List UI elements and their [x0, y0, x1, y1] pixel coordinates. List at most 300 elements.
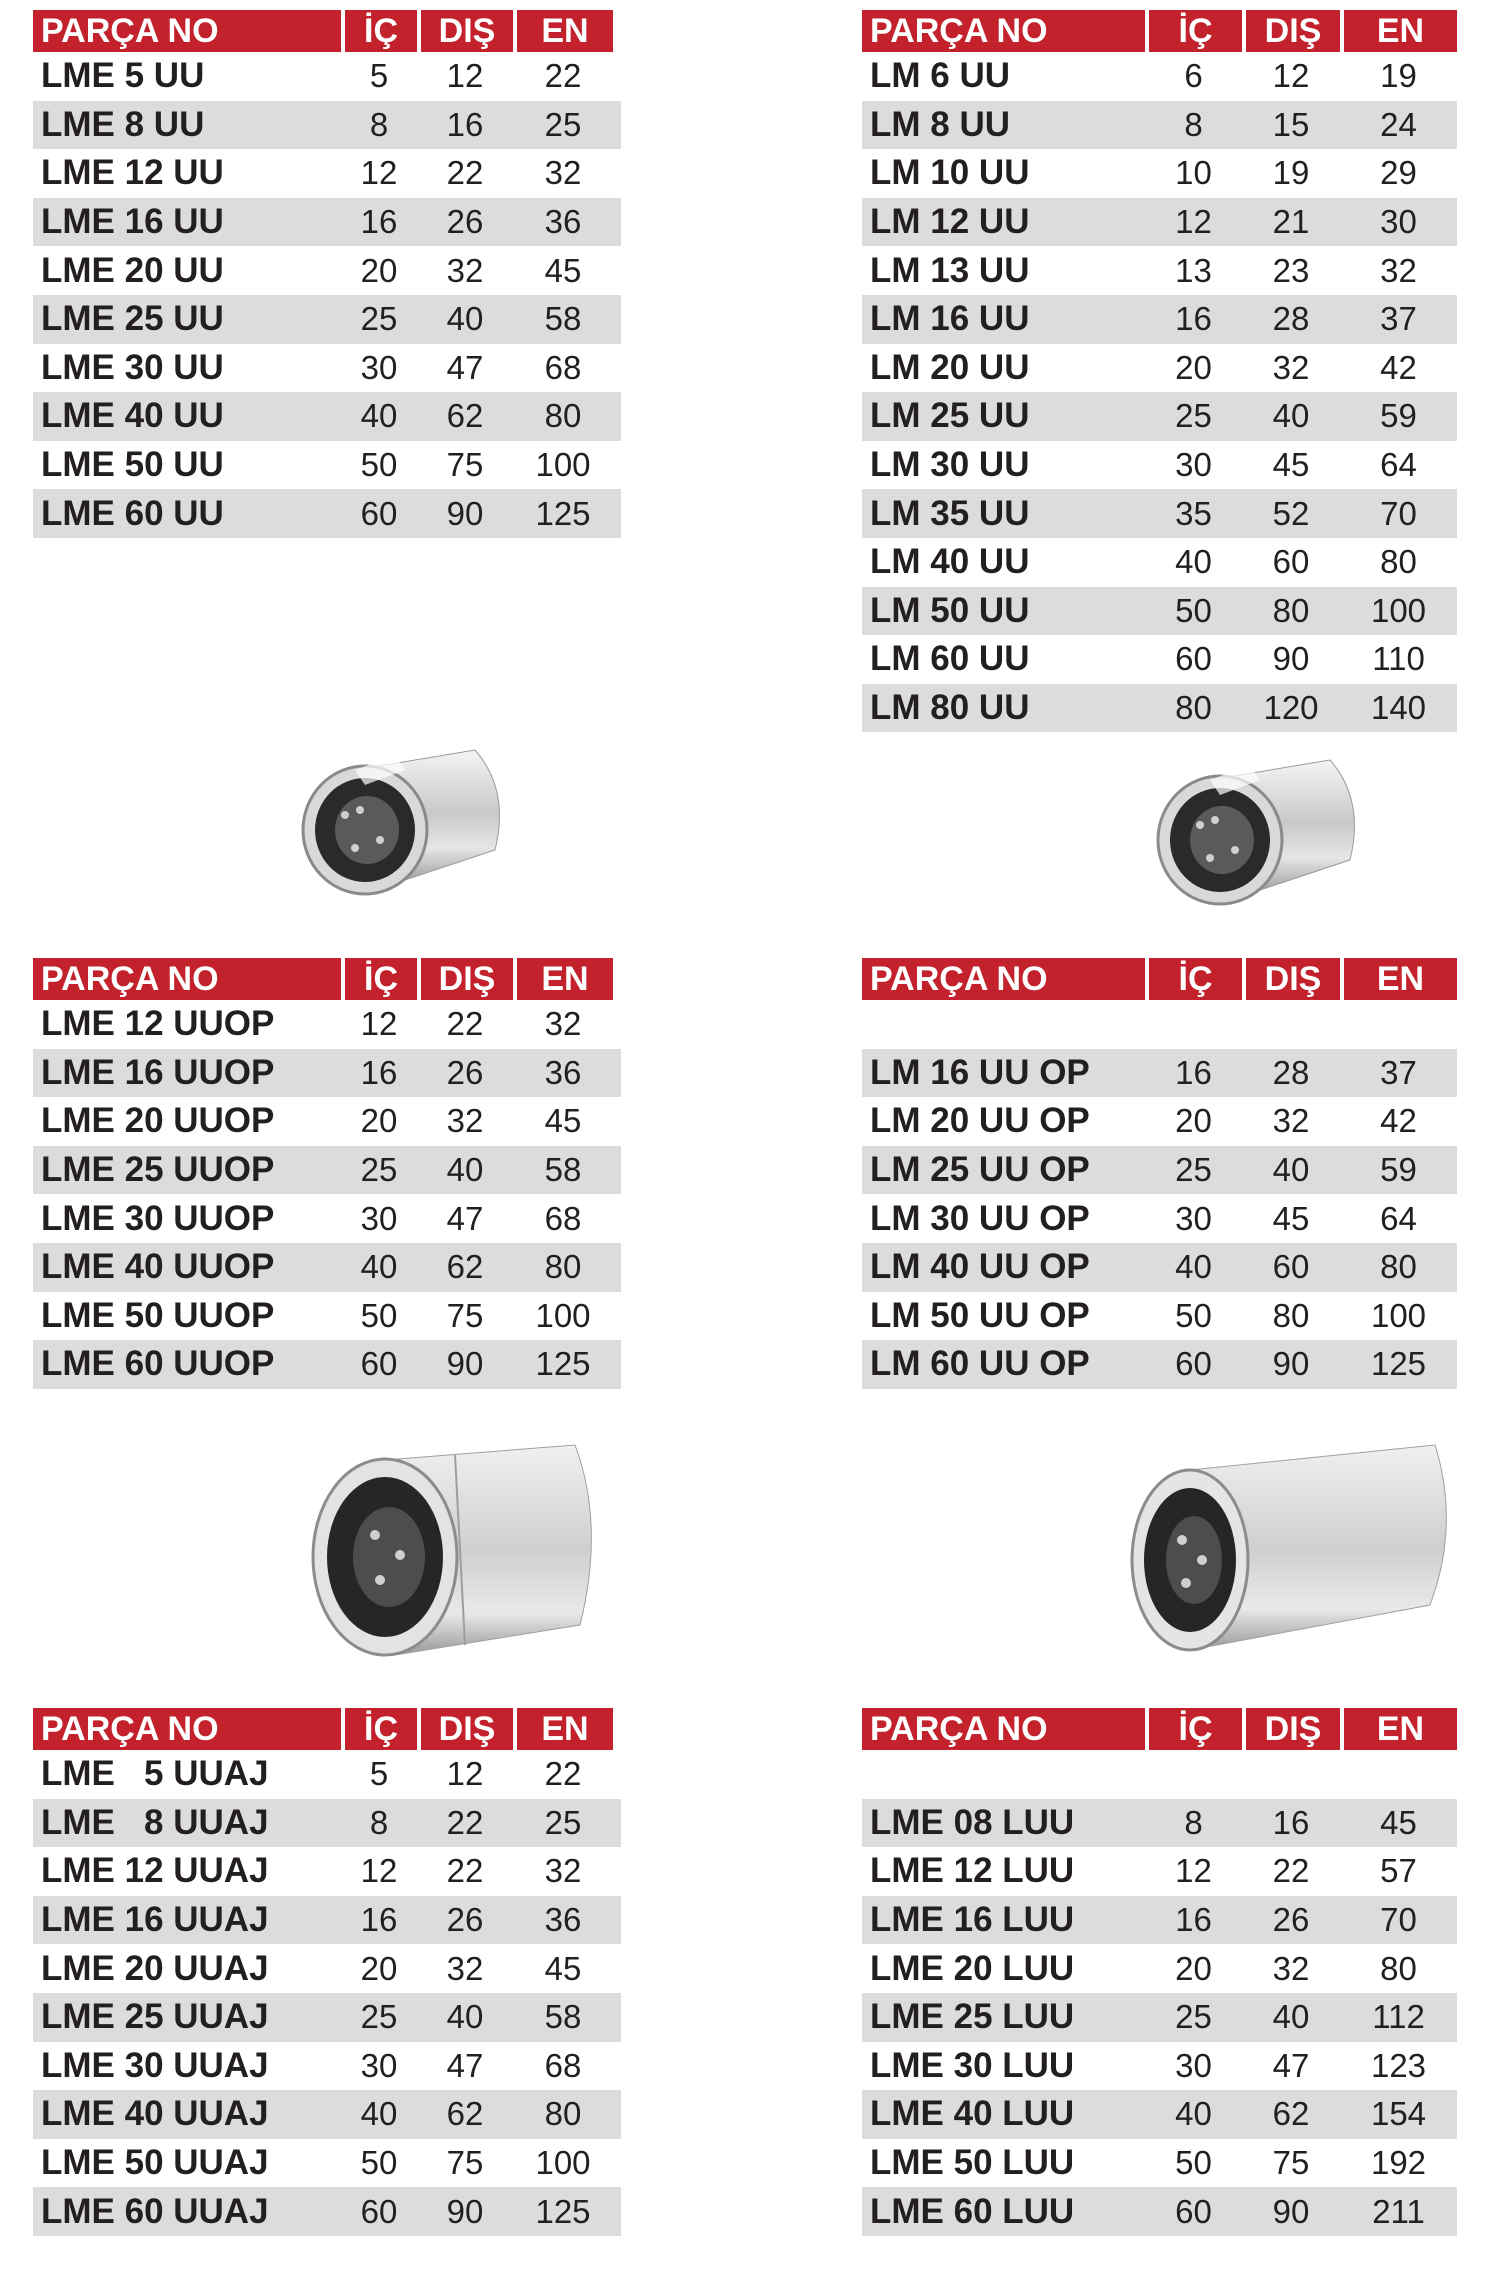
- part-number-cell: LM 20 UU: [870, 347, 1030, 387]
- table-row: [33, 101, 621, 150]
- ic-cell: 6: [1184, 57, 1203, 95]
- table-row: [862, 2187, 1457, 2236]
- table-row: [33, 246, 621, 295]
- ic-cell: 8: [369, 1803, 389, 1841]
- ic-cell: 16: [1175, 1053, 1212, 1091]
- part-number-cell: LME 16 LUU: [870, 1900, 1075, 1940]
- ic-cell: 80: [1175, 689, 1212, 727]
- dis-cell: 90: [446, 1345, 484, 1383]
- ic-cell: 25: [1175, 1998, 1212, 2036]
- table-header: [33, 958, 621, 1000]
- ic-cell: 16: [360, 1901, 398, 1939]
- en-cell: 64: [1380, 446, 1417, 484]
- en-cell: 125: [535, 1345, 591, 1383]
- dis-cell: 47: [1272, 2046, 1310, 2084]
- en-cell: 125: [1370, 1345, 1427, 1383]
- en-cell: 123: [1370, 2046, 1427, 2084]
- table-row: [33, 1000, 621, 1049]
- part-number-cell: LME 20 UU: [41, 250, 224, 290]
- header-ic: İÇ: [341, 1708, 417, 1750]
- header-dis: DIŞ: [1242, 958, 1340, 1000]
- table-lme-uu: [33, 10, 621, 538]
- dis-cell: 75: [1272, 2144, 1310, 2182]
- en-cell: 140: [1370, 689, 1427, 727]
- table-row: [862, 1146, 1457, 1195]
- ic-cell: 60: [1175, 2192, 1212, 2230]
- ic-cell: 60: [360, 1345, 398, 1383]
- dis-cell: 12: [446, 1755, 484, 1793]
- dis-cell: 45: [1272, 446, 1310, 484]
- part-number-cell: LME 30 UU: [41, 347, 224, 387]
- dis-cell: 75: [446, 2144, 484, 2182]
- en-cell: 59: [1380, 397, 1417, 435]
- part-number-cell: LM 13 UU: [870, 250, 1030, 290]
- en-cell: 125: [535, 494, 591, 532]
- ic-cell: 20: [1175, 1949, 1212, 1987]
- ic-cell: 12: [360, 1852, 398, 1890]
- en-cell: 32: [1380, 251, 1417, 289]
- en-cell: 24: [1380, 105, 1417, 143]
- table-row: [862, 344, 1457, 393]
- part-number-cell: LME 12 UUAJ: [41, 1851, 269, 1891]
- table-row: [33, 1750, 621, 1799]
- table-header: [862, 1708, 1457, 1750]
- en-cell: 36: [544, 1901, 582, 1939]
- en-cell: 42: [1380, 1102, 1417, 1140]
- dis-cell: 16: [1272, 1803, 1310, 1841]
- ic-cell: 25: [360, 1151, 398, 1189]
- ic-cell: 13: [1175, 251, 1212, 289]
- en-cell: 100: [1370, 1296, 1427, 1334]
- header-name: PARÇA NO: [33, 1708, 341, 1750]
- en-cell: 80: [544, 1248, 582, 1286]
- table-row: [862, 1799, 1457, 1848]
- part-number-cell: LME 50 UU: [41, 445, 224, 485]
- table-row: [862, 1944, 1457, 1993]
- table-row: [862, 1243, 1457, 1292]
- dis-cell: 40: [1272, 1151, 1310, 1189]
- dis-cell: 120: [1263, 689, 1319, 727]
- en-cell: 32: [544, 1005, 582, 1043]
- table-row: [862, 1097, 1457, 1146]
- table-header: [33, 10, 621, 52]
- dis-cell: 40: [446, 1151, 484, 1189]
- ic-cell: 20: [360, 1949, 398, 1987]
- en-cell: 100: [1370, 591, 1427, 629]
- long-bearing-image: [1120, 1435, 1450, 1675]
- en-cell: 112: [1372, 1998, 1425, 2036]
- ic-cell: 30: [360, 348, 398, 386]
- part-number-cell: LM 80 UU: [870, 688, 1030, 728]
- table-row: [33, 1097, 621, 1146]
- part-number-cell: LM 12 UU: [870, 202, 1030, 242]
- en-cell: 19: [1380, 57, 1417, 95]
- table-row: [33, 344, 621, 393]
- ic-cell: 40: [1175, 1248, 1212, 1286]
- table-row: [33, 441, 621, 490]
- dis-cell: 26: [446, 1053, 484, 1091]
- dis-cell: 22: [446, 1005, 484, 1043]
- table-row: [33, 1944, 621, 1993]
- part-number-cell: LM 16 UU OP: [870, 1052, 1090, 1092]
- dis-cell: 80: [1272, 591, 1310, 629]
- dis-cell: 22: [446, 1852, 484, 1890]
- table-row: [33, 1194, 621, 1243]
- dis-cell: 90: [1272, 2192, 1310, 2230]
- table-row: [33, 1847, 621, 1896]
- ic-cell: 30: [1175, 2046, 1212, 2084]
- en-cell: 45: [544, 251, 582, 289]
- dis-cell: 32: [1272, 1949, 1310, 1987]
- dis-cell: 32: [446, 1102, 484, 1140]
- ic-cell: 60: [1175, 1345, 1212, 1383]
- en-cell: 64: [1380, 1199, 1417, 1237]
- table-row: [862, 2139, 1457, 2188]
- table-header: [862, 10, 1457, 52]
- part-number-cell: LM 40 UU: [870, 542, 1030, 582]
- en-cell: 154: [1370, 2095, 1427, 2133]
- header-en: EN: [1340, 1708, 1457, 1750]
- dis-cell: 62: [446, 2095, 484, 2133]
- dis-cell: 90: [446, 2192, 484, 2230]
- dis-cell: 60: [1272, 1248, 1310, 1286]
- dis-cell: 45: [1272, 1199, 1310, 1237]
- ic-cell: 25: [1175, 1151, 1212, 1189]
- part-number-cell: LM 8 UU: [870, 104, 1010, 144]
- ic-cell: 12: [1175, 1852, 1212, 1890]
- part-number-cell: LME 40 UUAJ: [41, 2094, 269, 2134]
- part-number-cell: LME 16 UUOP: [41, 1052, 275, 1092]
- dis-cell: 32: [446, 1949, 484, 1987]
- part-number-cell: LME 25 LUU: [870, 1997, 1075, 2037]
- en-cell: 80: [1380, 1949, 1417, 1987]
- table-row: [33, 489, 621, 538]
- table-lme-luu: [862, 1708, 1457, 2236]
- dis-cell: 52: [1272, 494, 1310, 532]
- table-row: [862, 101, 1457, 150]
- ic-cell: 30: [360, 2046, 398, 2084]
- part-number-cell: LME 12 LUU: [870, 1851, 1075, 1891]
- en-cell: 80: [1380, 1248, 1417, 1286]
- en-cell: 42: [1380, 348, 1417, 386]
- part-number-cell: LME 8 UUAJ: [41, 1802, 269, 1842]
- dis-cell: 19: [1272, 154, 1310, 192]
- en-cell: 100: [535, 446, 591, 484]
- dis-cell: 26: [446, 1901, 484, 1939]
- part-number-cell: LME 20 LUU: [870, 1948, 1075, 1988]
- part-number-cell: LM 6 UU: [870, 56, 1010, 96]
- dis-cell: 32: [446, 251, 484, 289]
- dis-cell: 32: [1272, 1102, 1310, 1140]
- en-cell: 25: [544, 105, 582, 143]
- ic-cell: 25: [360, 300, 398, 338]
- en-cell: 100: [535, 1296, 591, 1334]
- en-cell: 59: [1380, 1151, 1417, 1189]
- table-row: [862, 2090, 1457, 2139]
- part-number-cell: LME 12 UUOP: [41, 1004, 275, 1044]
- ic-cell: 35: [1175, 494, 1212, 532]
- ic-cell: 50: [360, 1296, 398, 1334]
- ic-cell: 40: [1175, 543, 1212, 581]
- dis-cell: 23: [1272, 251, 1310, 289]
- part-number-cell: LM 30 UU: [870, 445, 1030, 485]
- part-number-cell: LME 50 UUAJ: [41, 2143, 269, 2183]
- table-row: [862, 1750, 1457, 1799]
- ic-cell: 16: [360, 1053, 398, 1091]
- header-ic: İÇ: [341, 10, 417, 52]
- table-row: [862, 1340, 1457, 1389]
- table-row: [862, 1000, 1457, 1049]
- part-number-cell: LME 30 UUOP: [41, 1198, 275, 1238]
- ic-cell: 40: [1175, 2095, 1212, 2133]
- header-dis: DIŞ: [1242, 10, 1340, 52]
- table-row: [862, 441, 1457, 490]
- dis-cell: 15: [1272, 105, 1310, 143]
- ic-cell: 20: [360, 251, 398, 289]
- dis-cell: 90: [446, 494, 484, 532]
- table-row: [862, 246, 1457, 295]
- en-cell: 45: [544, 1102, 582, 1140]
- table-row: [862, 1049, 1457, 1098]
- header-dis: DIŞ: [417, 10, 513, 52]
- header-ic: İÇ: [1145, 958, 1242, 1000]
- table-row: [33, 1340, 621, 1389]
- table-lme-uuop: [33, 958, 621, 1389]
- table-row: [33, 198, 621, 247]
- part-number-cell: LME 30 LUU: [870, 2045, 1075, 2085]
- ic-cell: 8: [1184, 1803, 1203, 1841]
- dis-cell: 62: [446, 1248, 484, 1286]
- en-cell: 192: [1370, 2144, 1427, 2182]
- table-row: [33, 2187, 621, 2236]
- en-cell: 37: [1380, 1053, 1417, 1091]
- en-cell: 70: [1380, 494, 1417, 532]
- dis-cell: 75: [446, 1296, 484, 1334]
- table-row: [33, 1292, 621, 1341]
- ic-cell: 16: [1175, 1901, 1212, 1939]
- dis-cell: 47: [446, 348, 484, 386]
- ic-cell: 12: [360, 1005, 398, 1043]
- ic-cell: 12: [1175, 203, 1212, 241]
- part-number-cell: LME 50 LUU: [870, 2143, 1075, 2183]
- dis-cell: 62: [1272, 2095, 1310, 2133]
- ic-cell: 20: [1175, 348, 1212, 386]
- part-number-cell: LME 60 LUU: [870, 2191, 1075, 2231]
- open-type-bearing-image: [1140, 740, 1380, 940]
- table-row: [862, 489, 1457, 538]
- en-cell: 58: [544, 1151, 582, 1189]
- header-dis: DIŞ: [417, 958, 513, 1000]
- ic-cell: 20: [360, 1102, 398, 1140]
- table-row: [33, 1896, 621, 1945]
- dis-cell: 40: [1272, 397, 1310, 435]
- table-row: [862, 2042, 1457, 2091]
- table-row: [862, 392, 1457, 441]
- table-row: [862, 684, 1457, 733]
- ic-cell: 25: [360, 1998, 398, 2036]
- part-number-cell: LME 40 LUU: [870, 2094, 1075, 2134]
- ic-cell: 30: [360, 1199, 398, 1237]
- dis-cell: 12: [446, 57, 484, 95]
- ic-cell: 60: [1175, 640, 1212, 678]
- ic-cell: 5: [369, 57, 389, 95]
- en-cell: 68: [544, 348, 582, 386]
- en-cell: 37: [1380, 300, 1417, 338]
- table-row: [33, 1049, 621, 1098]
- part-number-cell: LM 60 UU: [870, 639, 1030, 679]
- table-row: [862, 1194, 1457, 1243]
- table-row: [33, 1243, 621, 1292]
- part-number-cell: LME 50 UUOP: [41, 1295, 275, 1335]
- header-name: PARÇA NO: [862, 10, 1145, 52]
- en-cell: 45: [1380, 1803, 1417, 1841]
- table-row: [33, 149, 621, 198]
- en-cell: 68: [544, 2046, 582, 2084]
- table-row: [33, 392, 621, 441]
- part-number-cell: LME 40 UU: [41, 396, 224, 436]
- part-number-cell: LME 60 UUAJ: [41, 2191, 269, 2231]
- part-number-cell: LME 25 UUOP: [41, 1150, 275, 1190]
- header-dis: DIŞ: [1242, 1708, 1340, 1750]
- part-number-cell: LM 10 UU: [870, 153, 1030, 193]
- dis-cell: 16: [446, 105, 484, 143]
- ic-cell: 50: [1175, 2144, 1212, 2182]
- ic-cell: 12: [360, 154, 398, 192]
- part-number-cell: LME 12 UU: [41, 153, 224, 193]
- ic-cell: 8: [1184, 105, 1203, 143]
- table-row: [33, 1146, 621, 1195]
- en-cell: 25: [544, 1803, 582, 1841]
- en-cell: 32: [544, 1852, 582, 1890]
- header-dis: DIŞ: [417, 1708, 513, 1750]
- part-number-cell: LME 08 LUU: [870, 1802, 1075, 1842]
- table-header: [862, 958, 1457, 1000]
- dis-cell: 40: [446, 1998, 484, 2036]
- dis-cell: 80: [1272, 1296, 1310, 1334]
- part-number-cell: LME 5 UU: [41, 56, 205, 96]
- en-cell: 211: [1372, 2192, 1425, 2230]
- ic-cell: 50: [1175, 591, 1212, 629]
- table-row: [33, 1993, 621, 2042]
- header-en: EN: [513, 10, 613, 52]
- en-cell: 80: [544, 2095, 582, 2133]
- dis-cell: 40: [446, 300, 484, 338]
- part-number-cell: LM 60 UU OP: [870, 1344, 1090, 1384]
- table-row: [862, 1993, 1457, 2042]
- part-number-cell: LME 60 UU: [41, 493, 224, 533]
- header-name: PARÇA NO: [862, 1708, 1145, 1750]
- ic-cell: 16: [360, 203, 398, 241]
- part-number-cell: LM 25 UU OP: [870, 1150, 1090, 1190]
- ic-cell: 25: [1175, 397, 1212, 435]
- ic-cell: 8: [369, 105, 389, 143]
- table-row: [862, 635, 1457, 684]
- en-cell: 30: [1380, 203, 1417, 241]
- table-row: [862, 198, 1457, 247]
- part-number-cell: LM 50 UU OP: [870, 1295, 1090, 1335]
- ic-cell: 40: [360, 2095, 398, 2133]
- dis-cell: 26: [446, 203, 484, 241]
- part-number-cell: LME 16 UU: [41, 202, 224, 242]
- header-en: EN: [1340, 10, 1457, 52]
- header-ic: İÇ: [1145, 1708, 1242, 1750]
- ic-cell: 30: [1175, 1199, 1212, 1237]
- table-row: [862, 538, 1457, 587]
- header-en: EN: [1340, 958, 1457, 1000]
- en-cell: 80: [1380, 543, 1417, 581]
- dis-cell: 62: [446, 397, 484, 435]
- part-number-cell: LM 50 UU: [870, 590, 1030, 630]
- dis-cell: 22: [1272, 1852, 1310, 1890]
- dis-cell: 22: [446, 1803, 484, 1841]
- table-row: [862, 1896, 1457, 1945]
- header-name: PARÇA NO: [862, 958, 1145, 1000]
- part-number-cell: LME 5 UUAJ: [41, 1754, 269, 1794]
- ic-cell: 50: [360, 446, 398, 484]
- dis-cell: 40: [1272, 1998, 1310, 2036]
- open-type-bearing-image: [285, 730, 525, 930]
- en-cell: 22: [544, 1755, 582, 1793]
- part-number-cell: LME 30 UUAJ: [41, 2045, 269, 2085]
- ic-cell: 50: [360, 2144, 398, 2182]
- dis-cell: 28: [1272, 1053, 1310, 1091]
- part-number-cell: LM 16 UU: [870, 299, 1030, 339]
- en-cell: 100: [535, 2144, 591, 2182]
- ic-cell: 20: [1175, 1102, 1212, 1140]
- header-ic: İÇ: [1145, 10, 1242, 52]
- en-cell: 57: [1380, 1852, 1417, 1890]
- en-cell: 32: [544, 154, 582, 192]
- header-en: EN: [513, 958, 613, 1000]
- part-number-cell: LM 25 UU: [870, 396, 1030, 436]
- dis-cell: 90: [1272, 1345, 1310, 1383]
- dis-cell: 47: [446, 2046, 484, 2084]
- table-lm-uu-op: [862, 958, 1457, 1389]
- table-lm-uu: [862, 10, 1457, 732]
- ic-cell: 60: [360, 2192, 398, 2230]
- part-number-cell: LM 40 UU OP: [870, 1247, 1090, 1287]
- dis-cell: 60: [1272, 543, 1310, 581]
- dis-cell: 75: [446, 446, 484, 484]
- table-row: [33, 2139, 621, 2188]
- table-row: [33, 52, 621, 101]
- en-cell: 29: [1380, 154, 1417, 192]
- ic-cell: 60: [360, 494, 398, 532]
- en-cell: 45: [544, 1949, 582, 1987]
- dis-cell: 90: [1272, 640, 1310, 678]
- dis-cell: 21: [1272, 203, 1310, 241]
- part-number-cell: LM 30 UU OP: [870, 1198, 1090, 1238]
- part-number-cell: LME 25 UU: [41, 299, 224, 339]
- dis-cell: 26: [1272, 1901, 1310, 1939]
- ic-cell: 40: [360, 1248, 398, 1286]
- ic-cell: 16: [1175, 300, 1212, 338]
- table-row: [862, 1847, 1457, 1896]
- en-cell: 80: [544, 397, 582, 435]
- part-number-cell: LME 20 UUAJ: [41, 1948, 269, 1988]
- dis-cell: 22: [446, 154, 484, 192]
- ic-cell: 40: [360, 397, 398, 435]
- part-number-cell: LM 20 UU OP: [870, 1101, 1090, 1141]
- en-cell: 125: [535, 2192, 591, 2230]
- part-number-cell: LME 16 UUAJ: [41, 1900, 269, 1940]
- ic-cell: 50: [1175, 1296, 1212, 1334]
- ic-cell: 10: [1175, 154, 1212, 192]
- part-number-cell: LME 20 UUOP: [41, 1101, 275, 1141]
- part-number-cell: LME 40 UUOP: [41, 1247, 275, 1287]
- en-cell: 22: [544, 57, 582, 95]
- en-cell: 110: [1372, 640, 1425, 678]
